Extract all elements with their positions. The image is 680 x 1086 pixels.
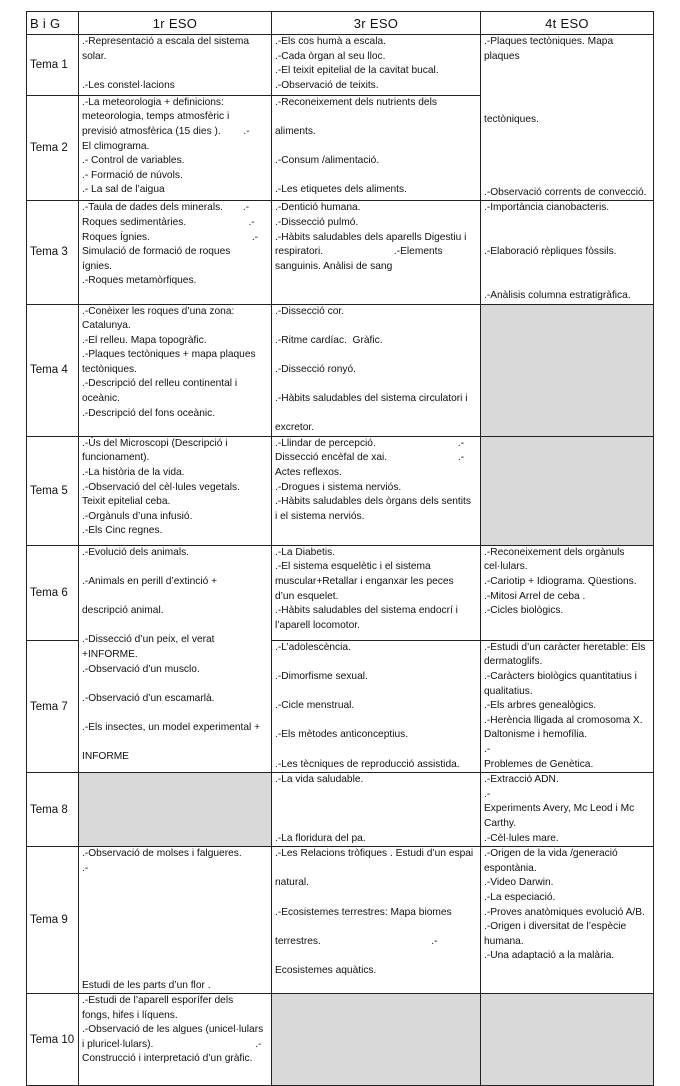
header-3r-eso: 3r ESO <box>272 12 481 35</box>
tema-label: Tema 5 <box>27 436 79 545</box>
cell-line <box>481 127 653 142</box>
cell-line: .-Observació de teixits. <box>275 79 379 91</box>
cell-content <box>79 847 271 993</box>
cell-line: sanguinis. Anàlisi de sang <box>275 260 393 272</box>
cell-line: tectòniques. <box>484 113 539 125</box>
header-4t-eso: 4t ESO <box>481 12 654 35</box>
cell-line <box>272 817 480 832</box>
cell-c1-row-3 <box>79 201 272 304</box>
cell-line: .-La meteorologia + definicions: <box>82 96 224 108</box>
table-row <box>27 201 654 304</box>
cell-line <box>272 377 480 392</box>
curriculum-table <box>26 11 664 1086</box>
cell-c3-row-3 <box>272 201 481 304</box>
cell-line <box>272 714 480 729</box>
cell-line: .-L’adolescència. <box>275 641 351 653</box>
cell-line: funcionament). <box>82 452 150 464</box>
cell-line: .-La floridura del pa. <box>275 832 366 844</box>
cell-line <box>272 949 480 964</box>
cell-line: Simulació de formació de roques <box>82 246 231 258</box>
cell-line <box>272 685 480 700</box>
cell-c1-row-4 <box>79 304 272 436</box>
cell-line: qualitatius. <box>484 685 533 697</box>
cell-line <box>272 169 480 184</box>
cell-line: .-Consum /alimentació. <box>275 155 380 167</box>
cell-line: espontània. <box>484 862 537 874</box>
cell-line: .-Cada òrgan al seu lloc. <box>275 50 386 62</box>
cell-line: .-La Diabetis. <box>275 546 336 558</box>
tema-label: Tema 7 <box>27 640 79 772</box>
cell-line: .-Dissecció cor. <box>275 305 345 317</box>
cell-line: cel·lulars. <box>484 561 528 573</box>
cell-content <box>272 437 480 525</box>
cell-line <box>79 935 271 950</box>
cell-line: .-Els mètodes anticonceptius. <box>275 729 409 741</box>
cell-line: .-Plaques tectòniques. Mapa plaques <box>484 36 616 62</box>
cell-line: .-Herència lligada al cromosoma X. <box>484 714 643 726</box>
table-row <box>27 847 654 994</box>
cell-content <box>272 305 480 436</box>
cell-line <box>272 743 480 758</box>
cell-line: .- Formació de núvols. <box>82 169 183 181</box>
cell-line: Carthy. <box>484 817 517 829</box>
cell-line: .-Llindar de percepció. .- <box>275 437 465 449</box>
cell-line: Roques sedimentàries. .- <box>82 216 255 228</box>
cell-line <box>272 319 480 334</box>
cell-line: terrestres. .- <box>275 935 438 947</box>
cell-c3-row-6 <box>272 545 481 640</box>
header-row <box>27 12 654 35</box>
cell-c3-row-7 <box>272 640 481 772</box>
cell-c3-row-9 <box>272 847 481 994</box>
tema-label: Tema 9 <box>27 847 79 994</box>
cell-line: El climograma. <box>82 140 150 152</box>
cell-line <box>272 891 480 906</box>
cell-line: .-Origen de la vida /generació <box>484 848 618 860</box>
cell-line: .-Cariotip + Idiograma. Qüestions. <box>484 576 637 588</box>
cell-line: descripció animal. <box>82 605 164 617</box>
cell-c3-row-8 <box>272 773 481 847</box>
cell-content <box>481 201 653 303</box>
cell-line: .-Evolució dels animals. <box>82 546 190 558</box>
cell-c4-row-7 <box>481 640 661 772</box>
cell-content <box>79 35 271 93</box>
cell-line <box>272 110 480 125</box>
cell-content <box>481 546 653 619</box>
cell-line <box>79 736 271 751</box>
cell-line: .-Dentició humana. <box>275 202 361 214</box>
cell-line: .-Dissecció ronyó. <box>275 363 356 375</box>
cell-line: .-Les tècniques de reproducció assistida. <box>275 758 460 770</box>
cell-line: .-Els Cinc regnes. <box>82 525 163 537</box>
cell-line: .-Descripció del relleu continental i <box>82 378 238 390</box>
cell-line: .-Els arbres genealògics. <box>484 700 597 712</box>
cell-c4-row-1 <box>481 35 654 201</box>
cell-content <box>79 546 271 765</box>
cell-line: humana. <box>484 935 524 947</box>
cell-content <box>272 546 480 634</box>
cell-c4-row-6 <box>481 545 654 640</box>
cell-line: .-Taula de dades dels minerals. .- <box>82 202 250 214</box>
cell-line: .-Reconeixement dels nutrients dels <box>275 96 437 108</box>
cell-line: Catalunya. <box>82 320 131 332</box>
cell-line <box>272 788 480 803</box>
cell-c3-row-1 <box>272 35 481 96</box>
cell-line: .-Les constel·lacions <box>82 79 175 91</box>
cell-line <box>79 891 271 906</box>
cell-c1-row-5 <box>79 436 272 545</box>
cell-c1-row-8 <box>79 773 272 847</box>
cell-c4-row-9 <box>481 847 654 994</box>
tema-label: Tema 2 <box>27 95 79 201</box>
cell-line: .-La especiació. <box>484 891 556 903</box>
cell-line: .-Hàbits saludables del sistema circulatori i <box>275 393 468 405</box>
cell-content <box>481 35 653 200</box>
cell-line: .-Les Relacions tròfiques . Estudi d’un espai <box>275 848 474 860</box>
cell-line: Daltonisme i hemofília. .- <box>484 729 661 755</box>
cell-line <box>272 348 480 363</box>
cell-line: .-Una adaptació a la malària. <box>484 950 615 962</box>
cell-line <box>481 231 653 246</box>
cell-line: .-El relleu. Mapa topogràfic. <box>82 334 207 346</box>
cell-content <box>272 201 480 274</box>
cell-line: .-Extracció ADN. .- <box>484 774 664 800</box>
cell-spacer <box>481 64 653 98</box>
cell-line <box>481 98 653 113</box>
cell-line: .-Reconeixement dels orgànuls <box>484 546 625 558</box>
cell-line: .-La vida saludable. <box>275 774 364 786</box>
cell-line: .-Hàbits saludables dels òrgans dels sentits <box>275 496 471 508</box>
cell-line: .-Animals en perill d’extinció + <box>82 576 218 588</box>
cell-line: .-Observació del cèl·lules vegetals. <box>82 481 240 493</box>
cell-c4-row-8 <box>481 773 664 847</box>
cell-content <box>481 773 664 846</box>
cell-line: .-Estudi d’un caràcter heretable: Els <box>484 641 646 653</box>
table-row <box>27 994 654 1086</box>
cell-line <box>79 949 271 964</box>
cell-line <box>79 560 271 575</box>
cell-line: .-Representació a escala del sistema <box>82 36 250 47</box>
cell-line: .-Observació d’un escamarlà. <box>82 692 215 704</box>
cell-line: .-Video Darwin. <box>484 877 554 889</box>
cell-c3-row-10 <box>272 994 481 1086</box>
cell-line <box>272 862 480 877</box>
cell-line: .-Dissecció pulmó. <box>275 216 359 228</box>
cell-line <box>79 706 271 721</box>
cell-line: natural. <box>275 877 309 889</box>
cell-line: l’aparell locomotor. <box>275 619 360 631</box>
cell-line <box>272 407 480 422</box>
cell-line: Construcció i interpretació d’un gràfic. <box>82 1053 253 1065</box>
table-row <box>27 545 654 640</box>
cell-line: .-Cèl·lules mare. <box>484 832 559 844</box>
cell-content <box>79 201 271 289</box>
cell-line: +INFORME. <box>82 649 138 660</box>
cell-line: Experiments Avery, Mc Leod i Mc <box>484 803 635 815</box>
cell-line: Ecosistemes aquàtics. <box>275 964 377 976</box>
table-row <box>27 436 654 545</box>
cell-line: .-Observació corrents de convecció. <box>484 186 647 198</box>
cell-c4-row-3 <box>481 201 654 304</box>
cell-line <box>79 64 271 79</box>
cell-line: solar. <box>82 50 107 62</box>
cell-line: Problemes de Genètica. <box>484 758 594 770</box>
cell-line: fongs, hifes i líquens. <box>82 1009 178 1021</box>
cell-line: i el sistema nerviós. <box>275 510 365 522</box>
cell-c1-row-10 <box>79 994 272 1086</box>
tema-label: Tema 8 <box>27 773 79 847</box>
cell-line <box>79 876 271 891</box>
cell-line: .-Cicle menstrual. <box>275 700 355 712</box>
cell-c1-row-6 <box>79 545 272 772</box>
cell-c1-row-9 <box>79 847 272 994</box>
cell-c3-row-5 <box>272 436 481 545</box>
cell-line <box>481 171 653 186</box>
cell-line: Teixit epitelial ceba. <box>82 496 171 508</box>
cell-line <box>481 157 653 172</box>
cell-line: .-Plaques tectòniques + mapa plaques <box>82 349 256 361</box>
cell-content <box>272 847 480 978</box>
cell-line <box>481 260 653 275</box>
cell-line: INFORME <box>82 751 129 763</box>
cell-line: .-Ús del Microscopi (Descripció i <box>82 437 228 449</box>
cell-line: .-Origen i diversitat de l’espècie <box>484 921 627 933</box>
cell-line: .-Observació d’un musclo. <box>82 663 200 675</box>
cell-line: i pluricel·lulars). .- <box>82 1038 262 1050</box>
tema-label: Tema 3 <box>27 201 79 304</box>
cell-line: .-Proves anatòmiques evolució A/B. <box>484 906 645 918</box>
cell-line: .-Mitosi Arrel de ceba . <box>484 590 586 602</box>
cell-content <box>79 994 271 1067</box>
cell-line: .-Ritme cardíac. Gràfic. <box>275 334 383 346</box>
cell-content <box>481 641 661 772</box>
cell-line: respiratori. .-Elements <box>275 246 443 258</box>
cell-c4-row-10 <box>481 994 654 1086</box>
cell-content <box>272 641 480 772</box>
header-1r-eso: 1r ESO <box>79 12 272 35</box>
cell-line: .-Les etiquetes dels aliments. <box>275 184 407 196</box>
table-row <box>27 773 654 847</box>
cell-line: meteorologia, temps atmosfèric i <box>82 111 230 123</box>
cell-line: .-Caràcters biològics quantitatius i <box>484 671 637 683</box>
cell-line: .-Anàlisis columna estratigràfica. <box>484 289 631 301</box>
curriculum-sheet <box>26 11 664 1086</box>
cell-line: .-Observació de les algues (unicel·lulars <box>82 1024 264 1036</box>
tema-label: Tema 4 <box>27 304 79 436</box>
cell-line <box>79 619 271 634</box>
cell-line: previsió atmosfèrica (15 dies ). .- <box>82 125 250 137</box>
cell-line: .-Descripció del fons oceànic. <box>82 407 216 419</box>
cell-line: .-Estudi de l’aparell esporífer dels <box>82 995 234 1007</box>
cell-line: .-Dimorfisme sexual. <box>275 671 368 683</box>
cell-c1-row-2 <box>79 95 272 201</box>
cell-line: .-Observació de molses i falgueres. .- <box>82 848 265 874</box>
cell-line: d’un esquelet. <box>275 590 339 602</box>
cell-line: .-El teixit epitelial de la cavitat bucal. <box>275 65 439 77</box>
cell-line <box>79 906 271 921</box>
cell-line: .-Els cos humà a escala. <box>275 36 386 47</box>
cell-line: Roques Ígnies. .- <box>82 231 259 243</box>
cell-content <box>272 35 480 93</box>
cell-line: .-Roques metamòrfiques. <box>82 275 197 287</box>
cell-line <box>481 142 653 157</box>
cell-content <box>79 305 271 422</box>
table-row <box>27 35 654 96</box>
cell-line: .- Control de variables. <box>82 155 185 167</box>
cell-content <box>272 773 480 846</box>
cell-line: aliments. <box>275 125 316 137</box>
cell-line <box>79 590 271 605</box>
cell-line <box>272 655 480 670</box>
cell-line: ígnies. <box>82 260 113 272</box>
cell-line <box>272 802 480 817</box>
table-body <box>27 35 664 1086</box>
cell-line <box>481 274 653 289</box>
cell-c3-row-4 <box>272 304 481 436</box>
header-subject: B i G <box>27 12 79 35</box>
cell-line: .-Elaboració rèpliques fòssils. <box>484 246 617 258</box>
cell-line: tectòniques. <box>82 363 137 375</box>
cell-line <box>79 964 271 979</box>
cell-line <box>481 216 653 231</box>
cell-line: .- La sal de l’aigua <box>82 184 165 196</box>
cell-line <box>272 920 480 935</box>
tema-label: Tema 10 <box>27 994 79 1086</box>
tema-label: Tema 6 <box>27 545 79 640</box>
cell-content <box>79 96 271 198</box>
cell-line: .-Hàbits saludables del sistema endocrí i <box>275 605 458 617</box>
cell-c3-row-2 <box>272 95 481 201</box>
cell-line: excretor. <box>275 422 315 434</box>
cell-line: Actes reflexos. <box>275 467 342 479</box>
cell-line: .-Dissecció d’un peix, el verat <box>82 634 215 646</box>
cell-content <box>481 847 653 964</box>
cell-content <box>272 96 480 198</box>
cell-line: .-Els insectes, un model experimental + <box>82 721 261 733</box>
tema-label: Tema 1 <box>27 35 79 96</box>
cell-line: .-Ecosistemes terrestres: Mapa biomes <box>275 906 452 918</box>
cell-line: dermatoglifs. <box>484 656 543 668</box>
table-row <box>27 304 654 436</box>
cell-line <box>79 677 271 692</box>
cell-line: .-Conèixer les roques d’una zona: <box>82 305 235 317</box>
cell-line <box>79 920 271 935</box>
cell-line: muscular+Retallar i enganxar les peces <box>275 576 454 588</box>
cell-line: Dissecció encèfal de xai. .- <box>275 452 465 464</box>
cell-c4-row-4 <box>481 304 654 436</box>
cell-line: .-Cicles biològics. <box>484 605 564 617</box>
cell-line <box>272 140 480 155</box>
cell-line: .-Orgànuls d’una infusió. <box>82 510 193 522</box>
cell-line: .-El sistema esquelètic i el sistema <box>275 561 431 573</box>
cell-c4-row-5 <box>481 436 654 545</box>
cell-c1-row-1 <box>79 35 272 96</box>
cell-line: oceànic. <box>82 393 120 405</box>
cell-line: Estudi de les parts d’un flor . <box>82 979 211 991</box>
cell-line: .-La història de la vida. <box>82 467 185 479</box>
cell-line: .-Drogues i sistema nerviós. <box>275 481 402 493</box>
cell-line: .-Importància cianobacteris. <box>484 202 610 214</box>
cell-content <box>79 437 271 539</box>
cell-line: .-Hàbits saludables dels aparells Digestiu i <box>275 231 467 243</box>
